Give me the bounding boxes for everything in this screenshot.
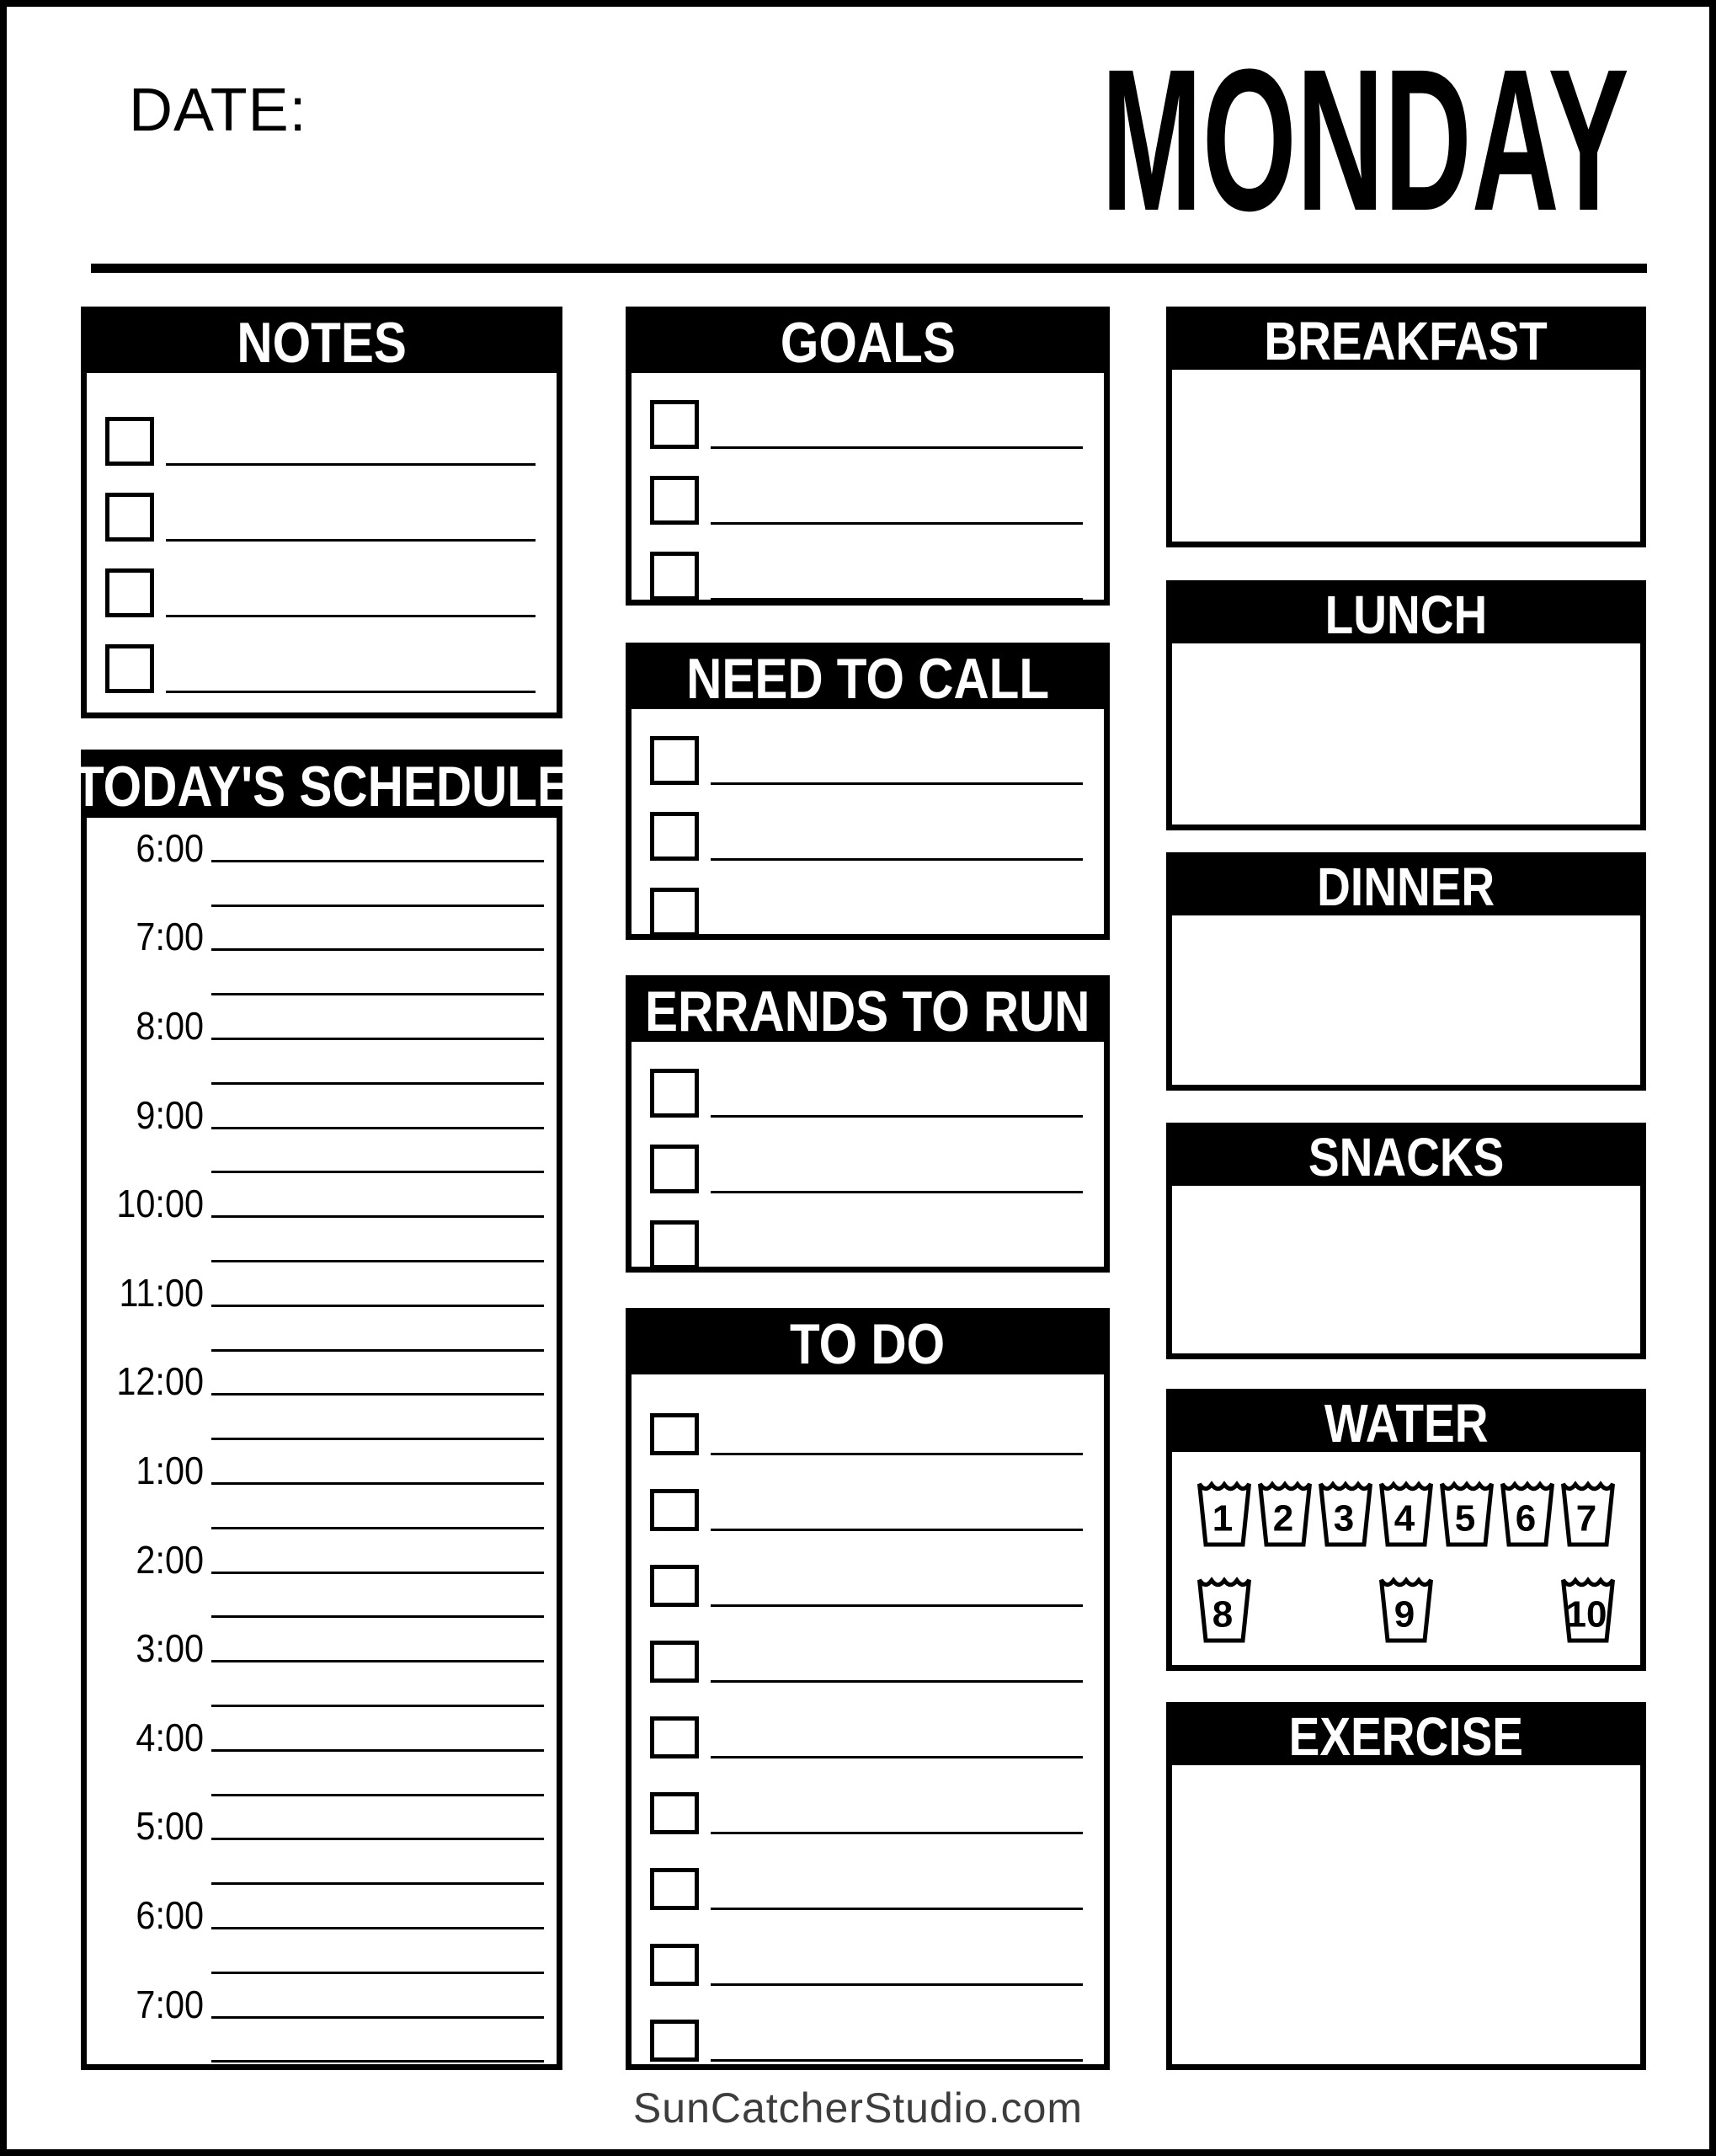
time-label: 10:00: [116, 1182, 204, 1226]
errands-section: [626, 975, 1110, 1273]
water-cup-icon: [1194, 1569, 1255, 1645]
errands-title: ERRANDS TO RUN: [645, 979, 1090, 1043]
need-to-call-list: [632, 709, 1104, 934]
write-line: [711, 1191, 1083, 1193]
schedule-line: [211, 1082, 544, 1085]
schedule-hour-row: [87, 1352, 544, 1404]
cup-number: 4: [1394, 1497, 1415, 1540]
checkbox-icon: [105, 644, 154, 693]
schedule-line: [211, 1572, 544, 1574]
checklist-row: [650, 1455, 1083, 1531]
time-label: 1:00: [136, 1448, 204, 1492]
todo-title: TO DO: [790, 1312, 946, 1376]
water-cup-icon: [1376, 1569, 1436, 1645]
time-label: 7:00: [136, 915, 204, 959]
time-label: 7:00: [136, 1982, 204, 2026]
schedule-hour-row: [87, 907, 544, 959]
checklist-row: [650, 1986, 1083, 2062]
dinner-header: [1172, 858, 1640, 915]
schedule-line: [211, 1438, 544, 1440]
write-line: [711, 1983, 1083, 1986]
cup-number: 1: [1212, 1497, 1234, 1540]
schedule-line: [211, 1882, 544, 1885]
schedule-title: TODAY'S SCHEDULE: [73, 755, 570, 819]
checklist-row: [650, 525, 1083, 600]
lunch-write-area: [1172, 643, 1640, 825]
cup-number: 6: [1515, 1497, 1537, 1540]
snacks-title: SNACKS: [1308, 1127, 1505, 1187]
water-cup-icon: [1376, 1473, 1436, 1549]
schedule-line: [211, 1171, 544, 1173]
schedule-line: [211, 1349, 544, 1352]
write-line: [711, 446, 1083, 449]
write-line: [166, 691, 536, 693]
water-title: WATER: [1324, 1393, 1489, 1454]
checkbox-icon: [650, 1868, 699, 1910]
time-label: 9:00: [136, 1092, 204, 1137]
checkbox-icon: [650, 736, 699, 785]
checkbox-icon: [105, 493, 154, 542]
notes-section: [81, 307, 562, 718]
checkbox-icon: [650, 1641, 699, 1683]
write-line: [711, 598, 1083, 600]
notes-list: [87, 373, 557, 712]
write-line: [166, 615, 536, 617]
schedule-line: [211, 1615, 544, 1618]
checklist-row: [650, 785, 1083, 861]
goals-section: [626, 307, 1110, 606]
middle-column: [626, 307, 1110, 2070]
dinner-title: DINNER: [1317, 857, 1495, 917]
schedule-hour-row: [87, 1440, 544, 1492]
water-header: [1172, 1395, 1640, 1452]
dinner-section: [1166, 852, 1646, 1091]
cup-number: 7: [1575, 1497, 1597, 1540]
checklist-row: [650, 1683, 1083, 1758]
exercise-title: EXERCISE: [1288, 1706, 1524, 1767]
header-divider: [91, 264, 1647, 273]
date-label: DATE:: [129, 77, 307, 144]
schedule-list: [87, 818, 557, 2064]
checklist-row: [105, 390, 536, 466]
schedule-line: [211, 1749, 544, 1752]
schedule-line: [211, 1927, 544, 1929]
schedule-hour-row: [87, 1085, 544, 1137]
schedule-hour-row: [87, 1529, 544, 1582]
checklist-row: [650, 1834, 1083, 1910]
write-line: [711, 1115, 1083, 1118]
water-cup-icon: [1315, 1473, 1376, 1549]
schedule-hour-row: [87, 1262, 544, 1315]
checklist-row: [105, 542, 536, 617]
checklist-row: [650, 1193, 1083, 1267]
schedule-line: [211, 1794, 544, 1796]
write-line: [711, 2059, 1083, 2062]
cup-number: 9: [1394, 1593, 1415, 1636]
checklist-row: [650, 1531, 1083, 1607]
time-label: 6:00: [136, 825, 204, 870]
water-section: [1166, 1389, 1646, 1671]
footer-credit: SunCatcherStudio.com: [632, 2084, 1084, 2132]
schedule-line: [211, 1482, 544, 1485]
water-cup-icon: [1436, 1473, 1497, 1549]
schedule-line: [211, 2016, 544, 2019]
goals-header: [632, 312, 1104, 373]
schedule-line: [211, 1038, 544, 1040]
need-to-call-header: [632, 648, 1104, 709]
checkbox-icon: [650, 552, 699, 600]
water-cup-tracker: [1172, 1452, 1640, 1665]
write-line: [711, 1529, 1083, 1531]
time-label: 5:00: [136, 1804, 204, 1849]
schedule-line: [211, 1705, 544, 1707]
cup-number: 3: [1333, 1497, 1355, 1540]
schedule-hour-row: [87, 1796, 544, 1849]
errands-list: [632, 1042, 1104, 1267]
dinner-write-area: [1172, 915, 1640, 1085]
need-to-call-section: [626, 643, 1110, 940]
left-column: [73, 307, 570, 2070]
checklist-row: [650, 1380, 1083, 1455]
todo-list: [632, 1374, 1104, 2064]
cup-number: 5: [1454, 1497, 1476, 1540]
schedule-line: [211, 1260, 544, 1262]
todo-header: [632, 1314, 1104, 1374]
schedule-header: [73, 755, 570, 819]
schedule-line: [211, 948, 544, 951]
write-line: [711, 1453, 1083, 1455]
checkbox-icon: [650, 1489, 699, 1531]
checkbox-icon: [650, 888, 699, 934]
water-cup-icon: [1558, 1569, 1618, 1645]
day-title: MONDAY: [1101, 27, 1629, 253]
todo-section: [626, 1308, 1110, 2070]
checkbox-icon: [105, 568, 154, 617]
checkbox-icon: [650, 812, 699, 861]
schedule-line: [211, 1838, 544, 1840]
checkbox-icon: [650, 476, 699, 525]
cup-number: 2: [1272, 1497, 1294, 1540]
schedule-line: [211, 1660, 544, 1662]
lunch-section: [1166, 580, 1646, 830]
write-line: [166, 463, 536, 466]
checkbox-icon: [650, 1069, 699, 1118]
checklist-row: [650, 861, 1083, 934]
goals-list: [632, 373, 1104, 600]
cup-number: 8: [1212, 1593, 1234, 1636]
breakfast-header: [1172, 312, 1640, 370]
schedule-line: [211, 2060, 544, 2063]
lunch-title: LUNCH: [1324, 584, 1488, 645]
goals-title: GOALS: [780, 311, 956, 375]
time-label: 2:00: [136, 1537, 204, 1582]
write-line: [711, 1832, 1083, 1834]
schedule-line: [211, 1127, 544, 1129]
write-line: [711, 1604, 1083, 1607]
write-line: [711, 858, 1083, 861]
checklist-row: [650, 1118, 1083, 1193]
schedule-line: [211, 1305, 544, 1307]
checklist-row: [650, 373, 1083, 449]
schedule-hour-row: [87, 995, 544, 1048]
write-line: [711, 522, 1083, 525]
breakfast-section: [1166, 307, 1646, 547]
lunch-header: [1172, 586, 1640, 643]
time-label: 3:00: [136, 1626, 204, 1671]
checkbox-icon: [650, 1220, 699, 1267]
schedule-line: [211, 860, 544, 862]
water-cup-icon: [1497, 1473, 1558, 1549]
time-label: 8:00: [136, 1003, 204, 1048]
checkbox-icon: [650, 1716, 699, 1758]
time-label: 4:00: [136, 1715, 204, 1759]
water-cup-icon: [1194, 1473, 1255, 1549]
checklist-row: [650, 449, 1083, 525]
checklist-row: [105, 617, 536, 693]
schedule-section: [73, 750, 570, 2070]
schedule-hour-row: [87, 1974, 544, 2026]
exercise-write-area: [1172, 1765, 1640, 2064]
errands-header: [632, 981, 1104, 1042]
schedule-line: [211, 1393, 544, 1396]
time-label: 11:00: [119, 1270, 204, 1315]
write-line: [166, 539, 536, 542]
checkbox-icon: [650, 2020, 699, 2062]
schedule-line: [211, 905, 544, 907]
checklist-row: [650, 709, 1083, 785]
schedule-line: [211, 1972, 544, 1974]
write-line: [711, 1908, 1083, 1910]
schedule-line: [211, 1215, 544, 1218]
snacks-header: [1172, 1129, 1640, 1186]
schedule-line: [211, 1527, 544, 1529]
checklist-row: [650, 1758, 1083, 1834]
checkbox-icon: [650, 400, 699, 449]
need-to-call-title: NEED TO CALL: [685, 647, 1050, 711]
exercise-header: [1172, 1708, 1640, 1765]
snacks-section: [1166, 1123, 1646, 1359]
notes-title: NOTES: [237, 311, 407, 375]
checklist-row: [650, 1910, 1083, 1986]
checklist-row: [650, 1607, 1083, 1683]
snacks-write-area: [1172, 1186, 1640, 1353]
time-label: 6:00: [136, 1892, 204, 1937]
checkbox-icon: [650, 1944, 699, 1986]
notes-header: [87, 312, 557, 373]
write-line: [711, 782, 1083, 785]
checkbox-icon: [650, 1565, 699, 1607]
breakfast-title: BREAKFAST: [1264, 311, 1548, 371]
checklist-row: [105, 466, 536, 542]
schedule-hour-row: [87, 1618, 544, 1671]
cup-number: 10: [1565, 1593, 1607, 1636]
checklist-row: [650, 1042, 1083, 1118]
schedule-hour-row: [87, 818, 544, 870]
water-cup-icon: [1255, 1473, 1315, 1549]
checkbox-icon: [650, 1792, 699, 1834]
write-line: [711, 1756, 1083, 1758]
breakfast-write-area: [1172, 370, 1640, 542]
time-label: 12:00: [116, 1359, 204, 1404]
schedule-hour-row: [87, 1885, 544, 1937]
exercise-section: [1166, 1702, 1646, 2070]
checkbox-icon: [650, 1413, 699, 1455]
checkbox-icon: [105, 417, 154, 466]
right-column: [1166, 307, 1646, 2070]
schedule-hour-row: [87, 1173, 544, 1226]
write-line: [711, 1680, 1083, 1683]
schedule-hour-row: [87, 1707, 544, 1759]
water-cup-icon: [1558, 1473, 1618, 1549]
schedule-line: [211, 993, 544, 995]
checkbox-icon: [650, 1145, 699, 1193]
